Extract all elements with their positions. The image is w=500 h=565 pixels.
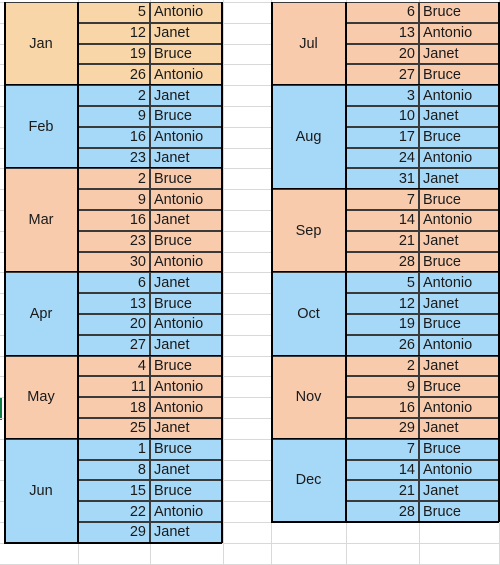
block-separator [271,521,499,523]
day-cell[interactable]: 24 [346,148,419,169]
day-cell[interactable]: 6 [346,2,419,23]
name-cell[interactable]: Antonio [150,189,222,210]
day-cell[interactable]: 11 [78,376,150,397]
name-cell[interactable]: Janet [150,522,222,543]
name-cell[interactable]: Janet [150,210,222,231]
day-cell[interactable]: 31 [346,168,419,189]
name-cell[interactable]: Bruce [419,439,499,460]
name-cell[interactable]: Antonio [419,460,499,481]
day-cell[interactable]: 14 [346,460,419,481]
month-label-feb[interactable]: Feb [4,85,78,168]
name-cell[interactable]: Bruce [150,480,222,501]
day-cell[interactable]: 16 [78,127,150,148]
day-cell[interactable]: 27 [346,64,419,85]
name-cell[interactable]: Janet [150,272,222,293]
block-separator [4,542,222,544]
table-outer-border [4,2,6,543]
day-cell[interactable]: 3 [346,85,419,106]
name-cell[interactable]: Antonio [150,397,222,418]
name-cell[interactable]: Janet [150,148,222,169]
name-cell[interactable]: Antonio [419,210,499,231]
day-cell[interactable]: 16 [78,210,150,231]
day-cell[interactable]: 8 [78,460,150,481]
day-cell[interactable]: 26 [346,335,419,356]
day-cell[interactable]: 17 [346,127,419,148]
name-cell[interactable]: Antonio [419,397,499,418]
day-cell[interactable]: 16 [346,397,419,418]
name-cell[interactable]: Janet [419,418,499,439]
day-cell[interactable]: 7 [346,189,419,210]
day-cell[interactable]: 23 [78,148,150,169]
day-cell[interactable]: 18 [78,397,150,418]
day-cell[interactable]: 13 [346,23,419,44]
day-cell[interactable]: 12 [346,293,419,314]
day-cell[interactable]: 15 [78,480,150,501]
month-label-sep[interactable]: Sep [271,189,346,272]
day-cell[interactable]: 21 [346,480,419,501]
name-cell[interactable]: Antonio [150,2,222,23]
name-cell[interactable]: Bruce [419,314,499,335]
day-cell[interactable]: 7 [346,439,419,460]
day-cell[interactable]: 22 [78,501,150,522]
name-cell[interactable]: Antonio [150,501,222,522]
name-cell[interactable]: Janet [150,418,222,439]
month-label-mar[interactable]: Mar [4,168,78,272]
name-cell[interactable]: Bruce [419,2,499,23]
name-cell[interactable]: Antonio [150,376,222,397]
day-cell[interactable]: 20 [346,44,419,65]
name-cell[interactable]: Bruce [150,231,222,252]
table-outer-border [221,2,223,543]
name-cell[interactable]: Bruce [150,106,222,127]
day-cell[interactable]: 28 [346,252,419,273]
name-cell[interactable]: Bruce [419,252,499,273]
day-cell[interactable]: 6 [78,272,150,293]
name-cell[interactable]: Bruce [150,356,222,377]
day-cell[interactable]: 9 [346,376,419,397]
day-cell[interactable]: 2 [78,85,150,106]
name-cell[interactable]: Janet [419,44,499,65]
day-cell[interactable]: 29 [346,418,419,439]
day-cell[interactable]: 23 [78,231,150,252]
day-cell[interactable]: 26 [78,64,150,85]
name-cell[interactable]: Antonio [150,127,222,148]
name-cell[interactable]: Janet [150,460,222,481]
name-cell[interactable]: Bruce [419,127,499,148]
name-cell[interactable]: Bruce [150,44,222,65]
name-cell[interactable]: Bruce [150,168,222,189]
name-cell[interactable]: Janet [419,480,499,501]
name-cell[interactable]: Bruce [150,439,222,460]
table-outer-border [271,2,273,522]
name-cell[interactable]: Antonio [419,335,499,356]
day-cell[interactable]: 19 [346,314,419,335]
name-cell[interactable]: Bruce [419,501,499,522]
name-cell[interactable]: Bruce [419,376,499,397]
day-cell[interactable]: 9 [78,189,150,210]
day-cell[interactable]: 4 [78,356,150,377]
day-cell[interactable]: 9 [78,106,150,127]
month-label-apr[interactable]: Apr [4,272,78,355]
day-cell[interactable]: 13 [78,293,150,314]
month-label-jun[interactable]: Jun [4,439,78,543]
month-label-jul[interactable]: Jul [271,2,346,85]
month-label-nov[interactable]: Nov [271,356,346,439]
month-label-dec[interactable]: Dec [271,439,346,522]
day-cell[interactable]: 21 [346,231,419,252]
day-cell[interactable]: 29 [78,522,150,543]
day-cell[interactable]: 27 [78,335,150,356]
month-label-may[interactable]: May [4,356,78,439]
name-cell[interactable]: Antonio [419,272,499,293]
month-label-aug[interactable]: Aug [271,85,346,189]
name-cell[interactable]: Bruce [150,293,222,314]
day-cell[interactable]: 1 [78,439,150,460]
name-cell[interactable]: Janet [150,23,222,44]
day-cell[interactable]: 14 [346,210,419,231]
day-cell[interactable]: 19 [78,44,150,65]
month-label-oct[interactable]: Oct [271,272,346,355]
day-cell[interactable]: 2 [346,356,419,377]
name-cell[interactable]: Janet [419,293,499,314]
name-cell[interactable]: Janet [419,168,499,189]
day-cell[interactable]: 30 [78,252,150,273]
name-cell[interactable]: Janet [419,106,499,127]
day-cell[interactable]: 28 [346,501,419,522]
day-cell[interactable]: 12 [78,23,150,44]
row-selection-marker [0,398,2,420]
name-cell[interactable]: Janet [150,335,222,356]
name-cell[interactable]: Janet [419,356,499,377]
name-cell[interactable]: Antonio [419,148,499,169]
name-cell[interactable]: Antonio [150,252,222,273]
day-cell[interactable]: 5 [346,272,419,293]
day-cell[interactable]: 5 [78,2,150,23]
name-cell[interactable]: Antonio [419,23,499,44]
name-cell[interactable]: Bruce [419,64,499,85]
table-outer-border [77,2,79,543]
name-cell[interactable]: Antonio [150,314,222,335]
day-cell[interactable]: 2 [78,168,150,189]
day-cell[interactable]: 10 [346,106,419,127]
month-label-jan[interactable]: Jan [4,2,78,85]
name-cell[interactable]: Antonio [150,64,222,85]
name-cell[interactable]: Janet [419,231,499,252]
day-cell[interactable]: 25 [78,418,150,439]
day-cell[interactable]: 20 [78,314,150,335]
name-cell[interactable]: Antonio [419,85,499,106]
table-outer-border [345,2,347,522]
name-cell[interactable]: Bruce [419,189,499,210]
name-cell[interactable]: Janet [150,85,222,106]
